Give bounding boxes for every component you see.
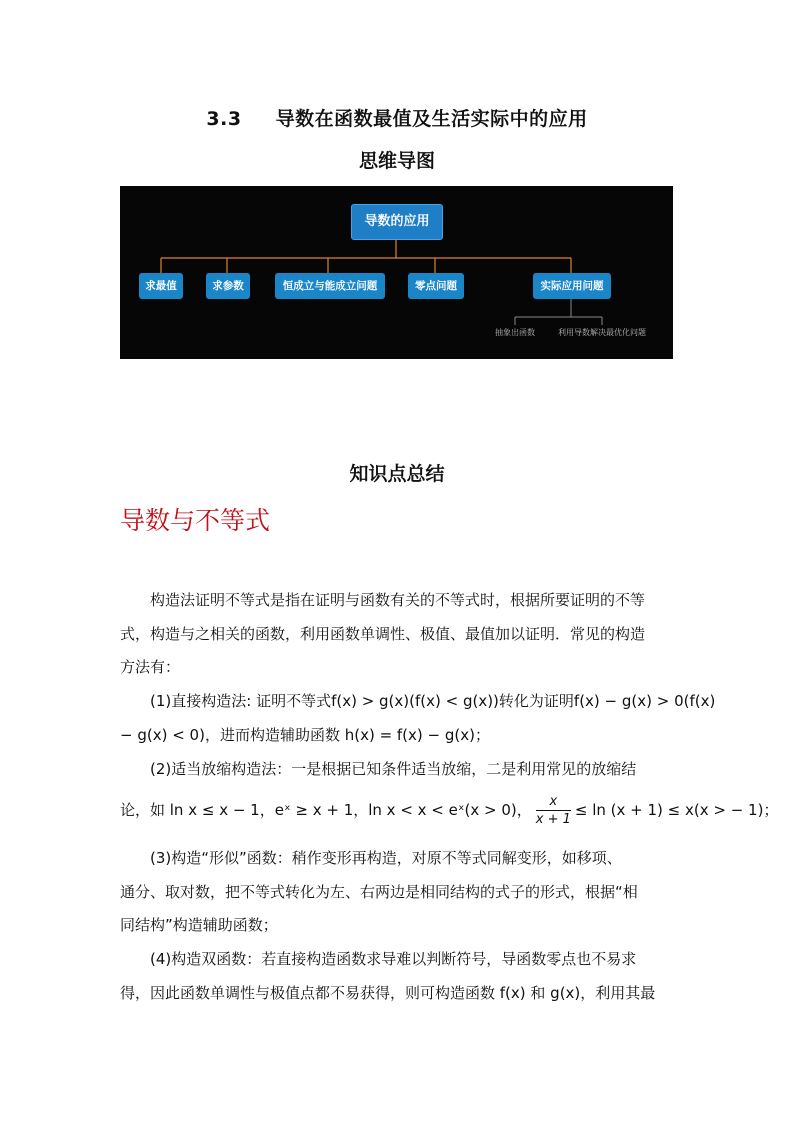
text-line: 得，因此函数单调性与极值点都不易获得，则可构造函数 f(x) 和 g(x)，利用其最 [120,983,656,1002]
fraction-numerator: x [536,793,571,811]
method-3-paragraph [120,842,676,943]
mind-map [120,186,673,359]
intro-paragraph [120,584,676,685]
method-2-paragraph [120,753,779,828]
mindmap-leaf-abstract-function: 抽象出函数 [495,328,535,337]
text-line: − g(x) < 0)，进而构造辅助函数 h(x) = f(x) − g(x)； [120,725,490,744]
page-title [0,104,794,131]
mindmap-caption: 思维导图 [358,150,435,172]
fraction-denominator: x + 1 [535,811,571,827]
mindmap-node-max-value: 求最值 [139,273,183,299]
text-line-with-fraction [120,793,779,828]
mindmap-node-practical: 实际应用问题 [533,273,611,299]
text-line: (3)构造“形似”函数：稍作变形再构造，对原不等式同解变形，如移项、 [150,849,622,867]
mindmap-node-zero-point: 零点问题 [408,273,464,299]
text-line: 方法有： [120,658,181,676]
mindmap-root-node: 导数的应用 [351,204,443,240]
text-line: (1)直接构造法: 证明不等式f(x) > g(x)(f(x) < g(x))转化为证明f(x) − g(x) > 0(f(x) [150,692,716,710]
mindmap-node-parameter: 求参数 [206,273,250,299]
section-number: 3.3 [206,108,242,130]
fraction [536,793,571,828]
title-text: 导数在函数最值及生活实际中的应用 [275,108,588,130]
text-line: 构造法证明不等式是指在证明与函数有关的不等式时，根据所要证明的不等 [150,591,646,609]
text-line: 式，构造与之相关的函数，利用函数单调性、极值、最值加以证明．常见的构造 [120,624,646,643]
summary-heading: 知识点总结 [349,463,445,485]
method-4-paragraph [120,943,676,1010]
section-title: 导数与不等式 [120,506,271,535]
method-1-paragraph [120,685,716,752]
text-line: (4)构造双函数：若直接构造函数求导难以判断符号，导函数零点也不易求 [150,950,637,968]
mindmap-leaf-optimization: 利用导数解决最优化问题 [558,328,646,337]
line-suffix: ≤ ln (x + 1) ≤ x(x > − 1)； [574,800,779,819]
text-line: (2)适当放缩构造法：一是根据已知条件适当放缩，二是利用常见的放缩结 [150,760,637,778]
text-line: 通分、取对数，把不等式转化为左、右两边是相同结构的式子的形式，根据“相 [120,882,638,901]
mindmap-node-constant-holds: 恒成立与能成立问题 [275,273,385,299]
line-prefix: 论，如 ln x ≤ x − 1，eˣ ≥ x + 1，ln x < x < eˣ(x > 0)， [120,800,532,819]
text-line: 同结构”构造辅助函数； [120,916,278,934]
